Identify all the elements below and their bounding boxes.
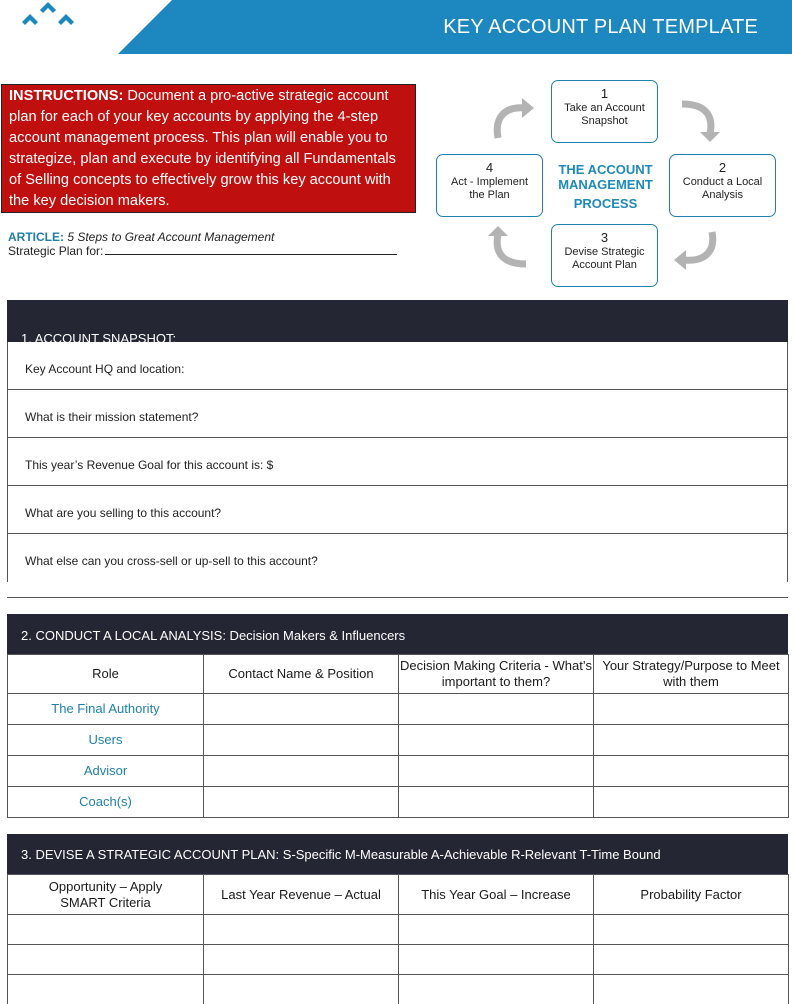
snapshot-row-selling[interactable] [7,486,788,534]
article-title[interactable]: 5 Steps to Great Account Management [64,230,275,244]
step-act-implement [436,154,543,217]
table-cell[interactable] [594,915,789,945]
table-cell[interactable] [399,975,594,1004]
table-cell[interactable] [399,945,594,975]
diamond-chevron-logo-icon [20,0,76,34]
center-line: PROCESS [573,196,638,211]
step-number: 1 [600,86,609,101]
section-2-header [7,614,788,654]
snapshot-row-cross-sell[interactable] [7,534,788,582]
table-header-row [8,875,789,915]
center-line: THE ACCOUNT [558,162,653,177]
table-cell[interactable] [8,915,204,945]
column-header: Last Year Revenue – Actual [204,875,399,915]
table-cell[interactable] [399,694,594,725]
curved-arrow-icon [682,104,711,134]
table-cell[interactable] [399,725,594,756]
table-row [8,915,789,945]
table-cell[interactable] [399,756,594,787]
table-row [8,694,789,725]
table-cell[interactable] [204,756,399,787]
strategic-plan-table [7,874,789,1004]
curved-arrow-icon [497,234,526,264]
table-cell[interactable] [594,725,789,756]
cycle-center-label [548,162,663,211]
step-number: 2 [718,160,727,175]
column-header: This Year Goal – Increase [399,875,594,915]
table-cell[interactable] [204,945,399,975]
snapshot-row-label: Key Account HQ and location: [25,362,185,376]
section-1-header [7,300,788,346]
snapshot-row-mission[interactable] [7,390,788,438]
role-cell: Users [8,725,204,756]
column-header: Probability Factor [594,875,789,915]
snapshot-row-label: What is their mission statement? [25,410,199,424]
step-label-line: Account Plan [572,259,637,271]
table-cell[interactable] [399,915,594,945]
snapshot-row-label: What else can you cross-sell or up-sell to this account? [25,554,318,568]
section-divider [7,597,788,598]
section-1-title: 1. ACCOUNT SNAPSHOT: [21,331,177,346]
table-cell[interactable] [8,945,204,975]
table-cell[interactable] [594,787,789,818]
role-cell: The Final Authority [8,694,204,725]
column-header: Decision Making Criteria - What’s important to them? [399,655,594,694]
section-3-title: 3. DEVISE A STRATEGIC ACCOUNT PLAN: S-Specific M-Measurable A-Achievable R-Relevant T-Time Bound [21,847,661,862]
step-label-line: Snapshot [581,115,628,127]
step-number: 3 [600,230,609,245]
snapshot-row-label: This year’s Revenue Goal for this account is: $ [25,458,274,472]
page-title: KEY ACCOUNT PLAN TEMPLATE [443,16,758,38]
table-header-row [8,655,789,694]
table-cell[interactable] [594,975,789,1004]
table-cell[interactable] [594,694,789,725]
instructions-label: INSTRUCTIONS: [9,88,124,104]
curved-arrow-icon [497,108,526,138]
table-cell[interactable] [594,756,789,787]
table-row [8,725,789,756]
step-devise-plan [551,224,658,287]
strategic-plan-field [8,244,397,258]
section-2-title: 2. CONDUCT A LOCAL ANALYSIS: Decision Makers & Influencers [21,628,406,643]
curved-arrow-icon [684,232,713,260]
column-header: Opportunity – Apply SMART Criteria [8,875,204,915]
table-cell[interactable] [399,787,594,818]
strategic-plan-input-line[interactable] [105,244,397,255]
snapshot-row-hq[interactable] [7,342,788,390]
instructions-text: Document a pro-active strategic account plan for each of your key accounts by applying the 4-step account management process. This plan will enable you to strategize, plan and execute by identifying all Fundamentals of Selling concepts to effectively grow this key account with the key decision makers. [9,88,396,209]
role-cell: Advisor [8,756,204,787]
step-local-analysis [669,154,776,217]
article-label: ARTICLE: [8,230,64,244]
table-row [8,787,789,818]
article-link[interactable] [8,230,274,244]
instructions-box [1,84,416,213]
strategic-plan-label: Strategic Plan for: [8,244,104,258]
step-take-snapshot [551,80,658,143]
step-number: 4 [485,160,494,175]
step-label-line: the Plan [469,189,510,201]
table-row [8,945,789,975]
table-cell[interactable] [8,975,204,1004]
step-label-line: Conduct a Local [682,176,763,188]
step-label-line: Devise Strategic [564,246,645,258]
table-cell[interactable] [204,725,399,756]
table-cell[interactable] [204,787,399,818]
decision-makers-table [7,654,789,818]
center-line: MANAGEMENT [558,177,653,192]
table-cell[interactable] [204,694,399,725]
step-label-line: Analysis [702,189,743,201]
table-cell[interactable] [204,915,399,945]
snapshot-row-label: What are you selling to this account? [25,506,222,520]
table-row [8,975,789,1004]
column-header: Role [8,655,204,694]
table-row [8,756,789,787]
table-cell[interactable] [204,975,399,1004]
column-header: Your Strategy/Purpose to Meet with them [594,655,789,694]
snapshot-row-revenue-goal[interactable] [7,438,788,486]
step-label-line: Act - Implement [450,176,529,188]
role-cell: Coach(s) [8,787,204,818]
step-label-line: Take an Account [564,102,645,114]
column-header: Contact Name & Position [204,655,399,694]
section-3-header [7,834,788,874]
table-cell[interactable] [594,945,789,975]
